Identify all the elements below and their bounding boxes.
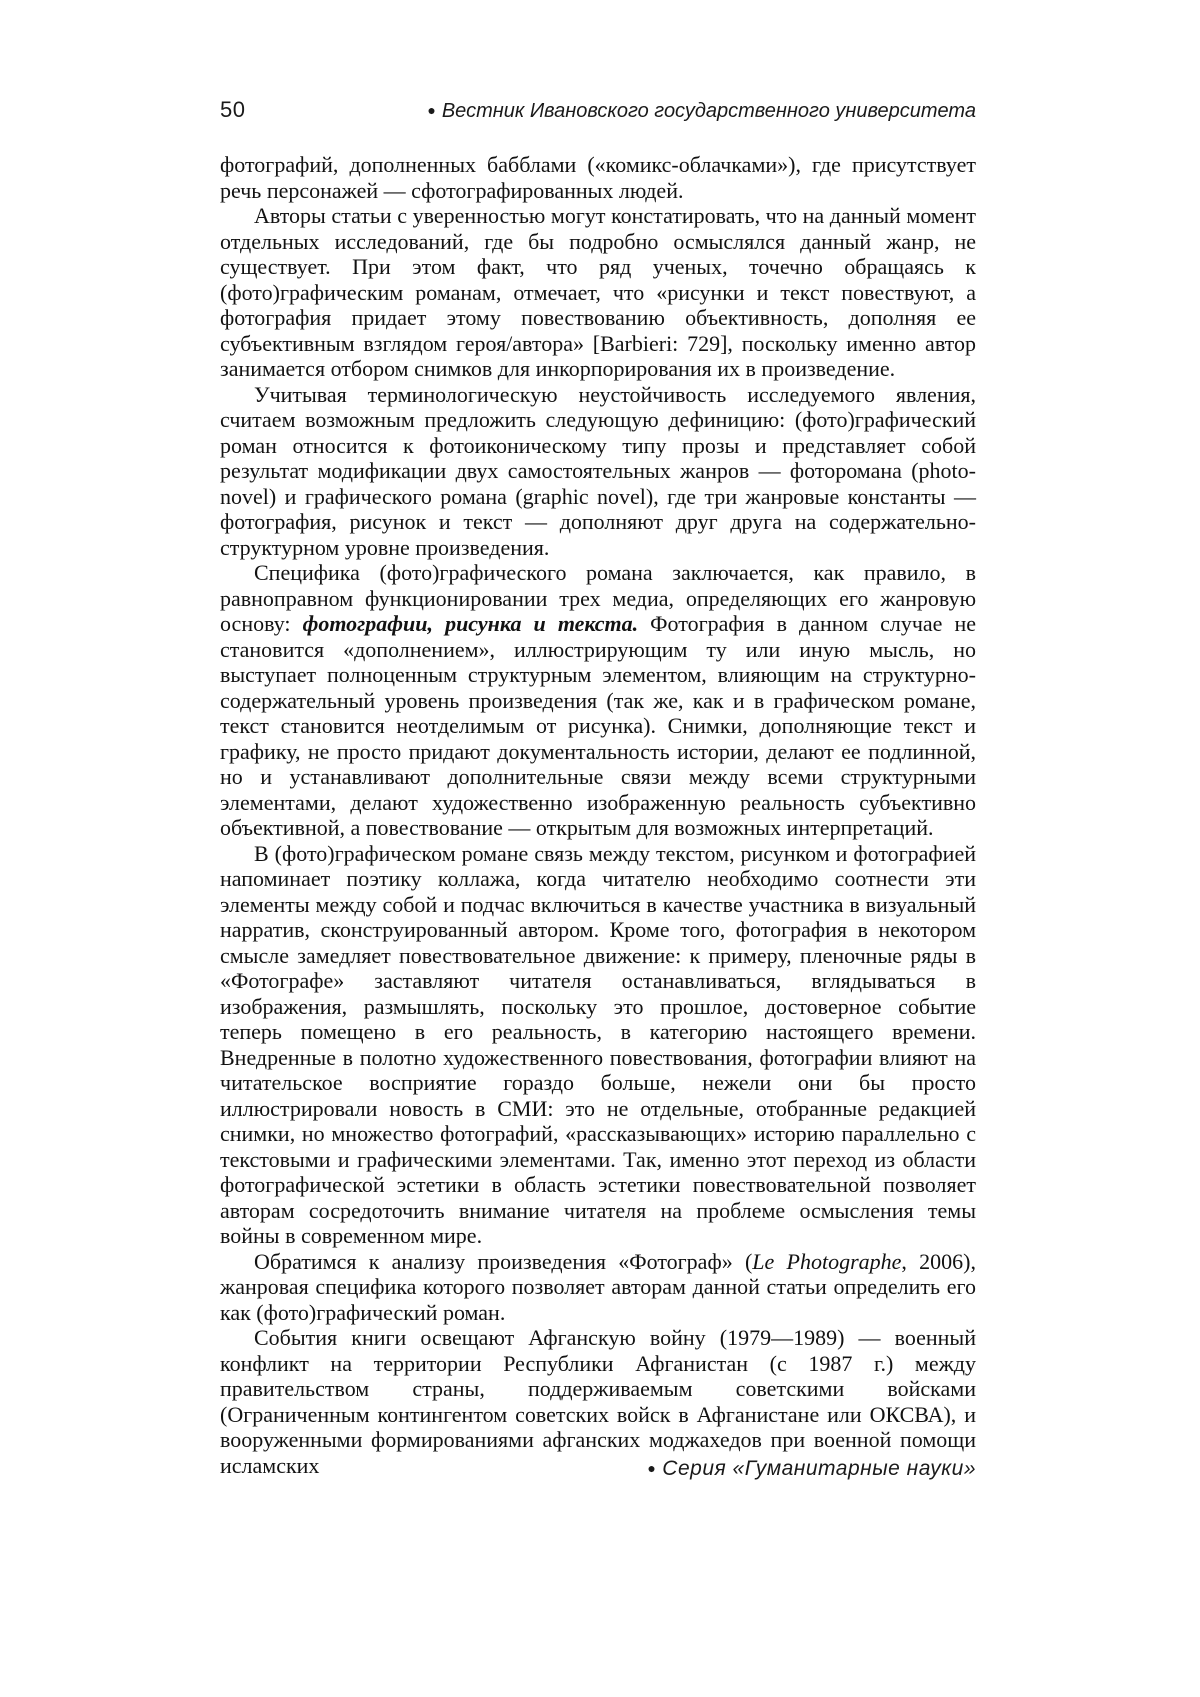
- series-title: Серия «Гуманитарные науки»: [662, 1457, 976, 1480]
- paragraph-1: [220, 152, 976, 203]
- text-segment-bold-italic: фотографии, рисунка и текста.: [302, 611, 639, 636]
- text-segment: События книги освещают Афганскую войну (1979—1989) — военный конфликт на территории Республики Афганистан (с 1987 г.) между правительством страны, поддерживаемым советскими войсками (Ограниченным контингентом советских войск в Афганистане или ОКСВА), и вооруженными формированиями афганских моджахедов при военной помощи исламских: [220, 1325, 976, 1478]
- page-footer: [647, 1457, 976, 1481]
- paragraph-5: [220, 841, 976, 1249]
- paragraph-3: [220, 382, 976, 561]
- text-segment: Фотография в данном случае не становится «дополнением», иллюстрирующим ту или иную мысль, но выступает полноценным структурным элементом, влияющим на структурно-содержательный уровень произведения (так же, как и в графическом романе, текст становится неотделимым от рисунка). Снимки, дополняющие текст и графику, не просто придают документальность истории, делают ее подлинной, но и устанавливают дополнительные связи между всеми структурными элементами, делают художественно изображенную реальность субъективно объективной, а повествование — открытым для возможных интерпретаций.: [220, 611, 977, 840]
- text-segment: Обратимся к анализу произведения «Фотограф» (: [254, 1248, 753, 1274]
- text-segment: фотографий, дополненных бабблами («комикс-облачками»), где присутствует речь персонажей — сфотографированных людей.: [220, 152, 976, 203]
- bullet-icon: ●: [427, 102, 436, 118]
- paragraph-4: [220, 560, 976, 841]
- paragraph-2: [220, 203, 976, 382]
- paragraph-6: [220, 1249, 976, 1326]
- page-header: [220, 97, 976, 123]
- page-number: 50: [220, 97, 246, 122]
- text-segment: Учитывая терминологическую неустойчивость исследуемого явления, считаем возможным предложить следующую дефиницию: (фото)графический роман относится к фотоиконическому типу прозы и представляет собой результат модификации двух самостоятельных жанров — фоторомана (photo-novel) и графического романа (graphic novel), где три жанровые константы — фотография, рисунок и текст — дополняют друг друга на содержательно-структурном уровне произведения.: [220, 381, 976, 560]
- running-title: [427, 100, 976, 123]
- article-body: [220, 152, 976, 1478]
- text-segment: , 2006), жанровая специфика которого позволяет авторам данной статьи определить его как (фото)графический роман.: [220, 1248, 977, 1325]
- text-segment: В (фото)графическом романе связь между текстом, рисунком и фотографией напоминает поэтику коллажа, когда читателю необходимо соотнести эти элементы между собой и подчас включиться в качестве участника в визуальный нарратив, сконструированный автором. Кроме того, фотография в некотором смысле замедляет повествовательное движение: к примеру, пленочные ряды в «Фотографе» заставляют читателя останавливаться, вглядываться в изображения, размышлять, поскольку это прошлое, достоверное событие теперь помещено в его реальность, в категорию настоящего времени. Внедренные в полотно художественного повествования, фотографии влияют на читательское восприятие гораздо больше, нежели они бы просто иллюстрировали новость в СМИ: это не отдельные, отобранные редакцией снимки, но множество фотографий, «рассказывающих» историю параллельно с текстовыми и графическими элементами. Так, именно этот переход из области фотографической эстетики в область эстетики повествовательной позволяет авторам сосредоточить внимание читателя на проблеме осмысления темы войны в современном мире.: [220, 840, 976, 1248]
- text-segment: Авторы статьи с уверенностью могут констатировать, что на данный момент отдельных исследований, где бы подробно осмыслялся данный жанр, не существует. При этом факт, что ряд ученых, точечно обращаясь к (фото)графическим романам, отмечает, что «рисунки и текст повествуют, а фотография придает этому повествованию объективность, дополняя ее субъективным взглядом героя/автора» [Barbieri: 729], поскольку именно автор занимается отбором снимков для инкорпорирования их в произведение.: [220, 203, 976, 381]
- text-segment-italic: Le Photographe: [752, 1248, 902, 1274]
- paragraph-7: [220, 1325, 976, 1478]
- bullet-icon: ●: [647, 1460, 657, 1476]
- text-segment: Специфика (фото)графического романа заключается, как правило, в равноправном функционировании трех медиа, определяющих его жанровую основу:: [220, 560, 976, 636]
- running-title-text: Вестник Ивановского государственного университета: [441, 100, 976, 122]
